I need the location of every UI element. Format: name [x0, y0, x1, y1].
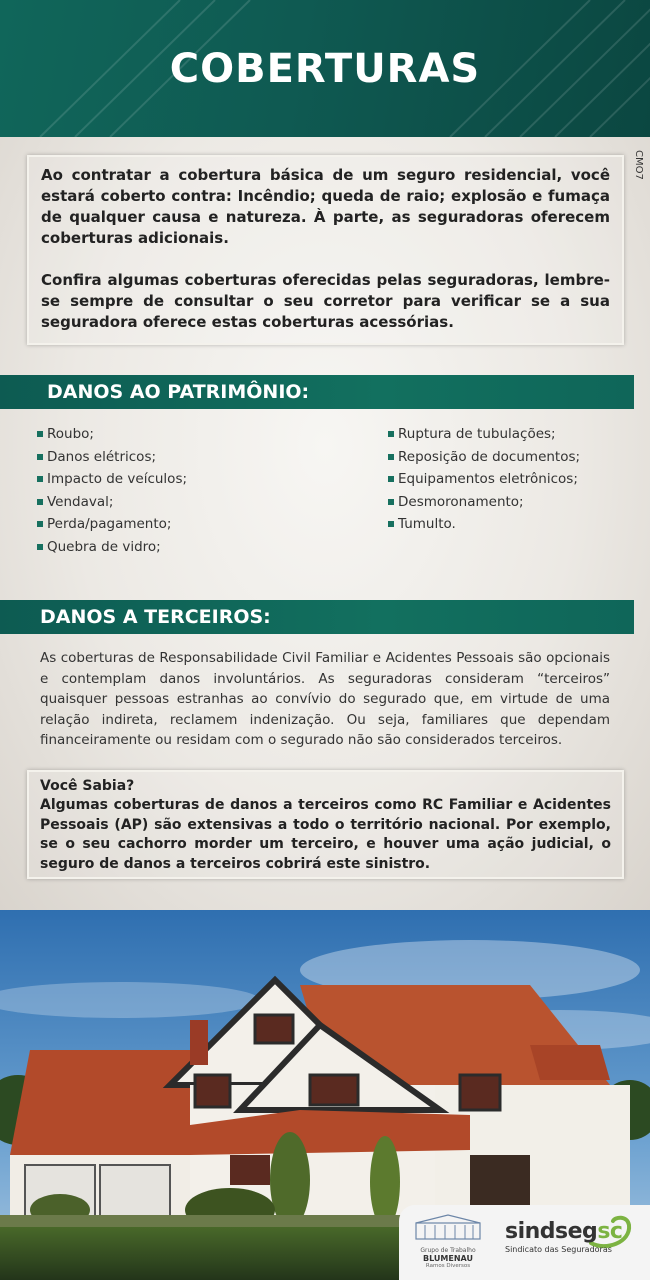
code-tag: CMO7 — [633, 150, 644, 180]
footer-logos — [399, 1205, 650, 1280]
list-item: Quebra de vidro; — [37, 536, 187, 559]
sindseg-subtitle: Sindicato das Seguradoras — [505, 1245, 612, 1254]
list-item: Ruptura de tubulações; — [388, 423, 580, 446]
voce-sabia-text: Algumas coberturas de danos a terceiros como RC Familiar e Acidentes Pessoais (AP) são extensivas a todo o território nacional. Por exemplo, se o seu cachorro morder um terceiro, e houver uma ação judicial, o seguro de danos a terceiros cobrirá este sinistro. — [40, 797, 611, 872]
section-title-patrimonio: DANOS AO PATRIMÔNIO: — [0, 375, 634, 409]
section-title-terceiros: DANOS A TERCEIROS: — [0, 600, 634, 634]
intro-paragraph-1: Ao contratar a cobertura básica de um seguro residencial, você estará coberto contra: Incêndio; queda de raio; explosão e fumaça de qualquer causa e natureza. À parte, as seguradoras oferecem coberturas adicionais. — [41, 166, 610, 247]
blumenau-line1: Grupo de Trabalho — [420, 1247, 476, 1254]
list-item: Roubo; — [37, 423, 187, 446]
page-title: COBERTURAS — [169, 46, 481, 92]
voce-sabia-box — [27, 770, 624, 879]
list-item: Tumulto. — [388, 513, 580, 536]
patrimonio-list-right — [388, 423, 580, 536]
list-item: Reposição de documentos; — [388, 446, 580, 469]
sindseg-brand-accent: sc — [597, 1219, 623, 1244]
list-item: Danos elétricos; — [37, 446, 187, 469]
list-item: Vendaval; — [37, 491, 187, 514]
voce-sabia-title: Você Sabia? — [40, 778, 135, 794]
intro-box — [27, 155, 624, 345]
blumenau-logo — [413, 1213, 483, 1269]
list-item: Impacto de veículos; — [37, 468, 187, 491]
list-item: Perda/pagamento; — [37, 513, 187, 536]
list-item: Desmoronamento; — [388, 491, 580, 514]
intro-paragraph-2: Confira algumas coberturas oferecidas pelas seguradoras, lembre-se sempre de consultar o seu corretor para verificar se a sua seguradora oferece estas coberturas acessórias. — [41, 271, 610, 331]
sindseg-brand-main: sindseg — [505, 1219, 598, 1244]
patrimonio-list-left — [37, 423, 187, 558]
blumenau-line3: Ramos Diversos — [425, 1263, 471, 1269]
building-icon — [413, 1213, 483, 1241]
terceiros-paragraph: As coberturas de Responsabilidade Civil Familiar e Acidentes Pessoais são opcionais e contemplam danos involuntários. As seguradoras consideram “terceiros” quaisquer pessoas estranhas ao convívio do segurado que, em virtude de uma relação indireta, reclamem indenização. Ou seja, familiares que dependam financeiramente ou residam com o segurado não são considerados terceiros. — [40, 650, 610, 748]
blumenau-line2: BLUMENAU — [423, 1254, 473, 1263]
list-item: Equipamentos eletrônicos; — [388, 468, 580, 491]
sindseg-logo — [505, 1219, 622, 1254]
header-banner — [0, 0, 650, 137]
